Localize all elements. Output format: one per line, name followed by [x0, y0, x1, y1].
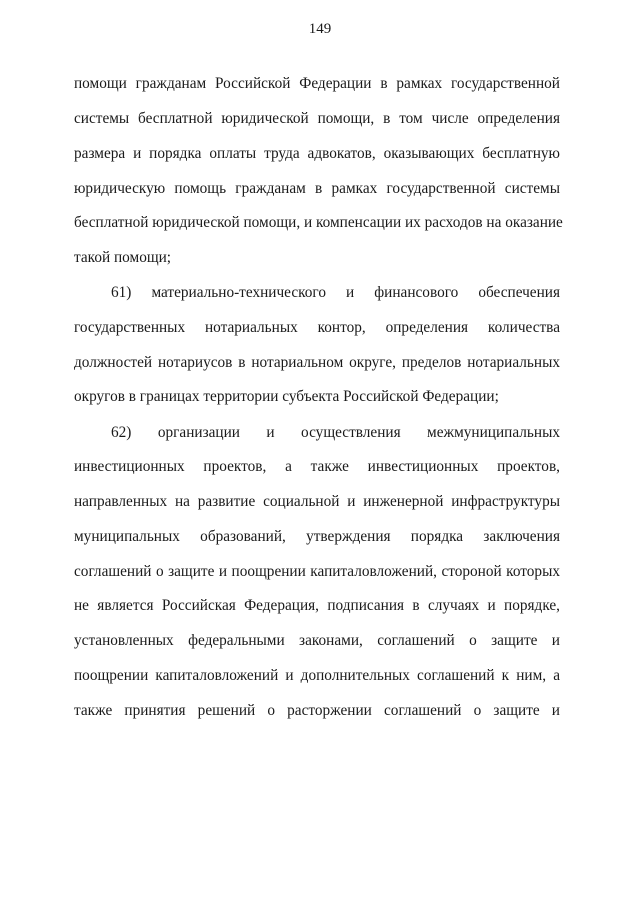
text-line: размера и порядка оплаты труда адвокатов, оказывающих бесплатную	[74, 145, 560, 162]
text-line: округов в границах территории субъекта Российской Федерации;	[74, 388, 499, 405]
text-line: установленных федеральными законами, соглашений о защите и	[74, 632, 560, 649]
text-line: такой помощи;	[74, 249, 172, 266]
text-line: муниципальных образований, утверждения порядка заключения	[74, 528, 560, 545]
text-line: юридическую помощь гражданам в рамках государственной системы	[74, 180, 560, 197]
text-line: помощи гражданам Российской Федерации в рамках государственной	[74, 75, 560, 92]
text-line: соглашений о защите и поощрении капиталовложений, стороной которых	[74, 563, 560, 580]
text-line: инвестиционных проектов, а также инвестиционных проектов,	[74, 458, 560, 475]
text-line: должностей нотариусов в нотариальном округе, пределов нотариальных	[74, 354, 560, 371]
text-line: также принятия решений о расторжении соглашений о защите и	[74, 702, 560, 719]
paragraph-62-start: 62) организации и осуществления межмуниципальных	[111, 424, 560, 441]
text-line: не является Российская Федерация, подписания в случаях и порядке,	[74, 597, 560, 614]
text-line: поощрении капиталовложений и дополнительных соглашений к ним, а	[74, 667, 560, 684]
paragraph-61-start: 61) материально-технического и финансового обеспечения	[111, 284, 560, 301]
text-line: бесплатной юридической помощи, и компенсации их расходов на оказание	[74, 214, 563, 231]
text-line: системы бесплатной юридической помощи, в том числе определения	[74, 110, 560, 127]
page-number: 149	[308, 21, 332, 37]
text-line: государственных нотариальных контор, определения количества	[74, 319, 560, 336]
text-line: направленных на развитие социальной и инженерной инфраструктуры	[74, 493, 560, 510]
